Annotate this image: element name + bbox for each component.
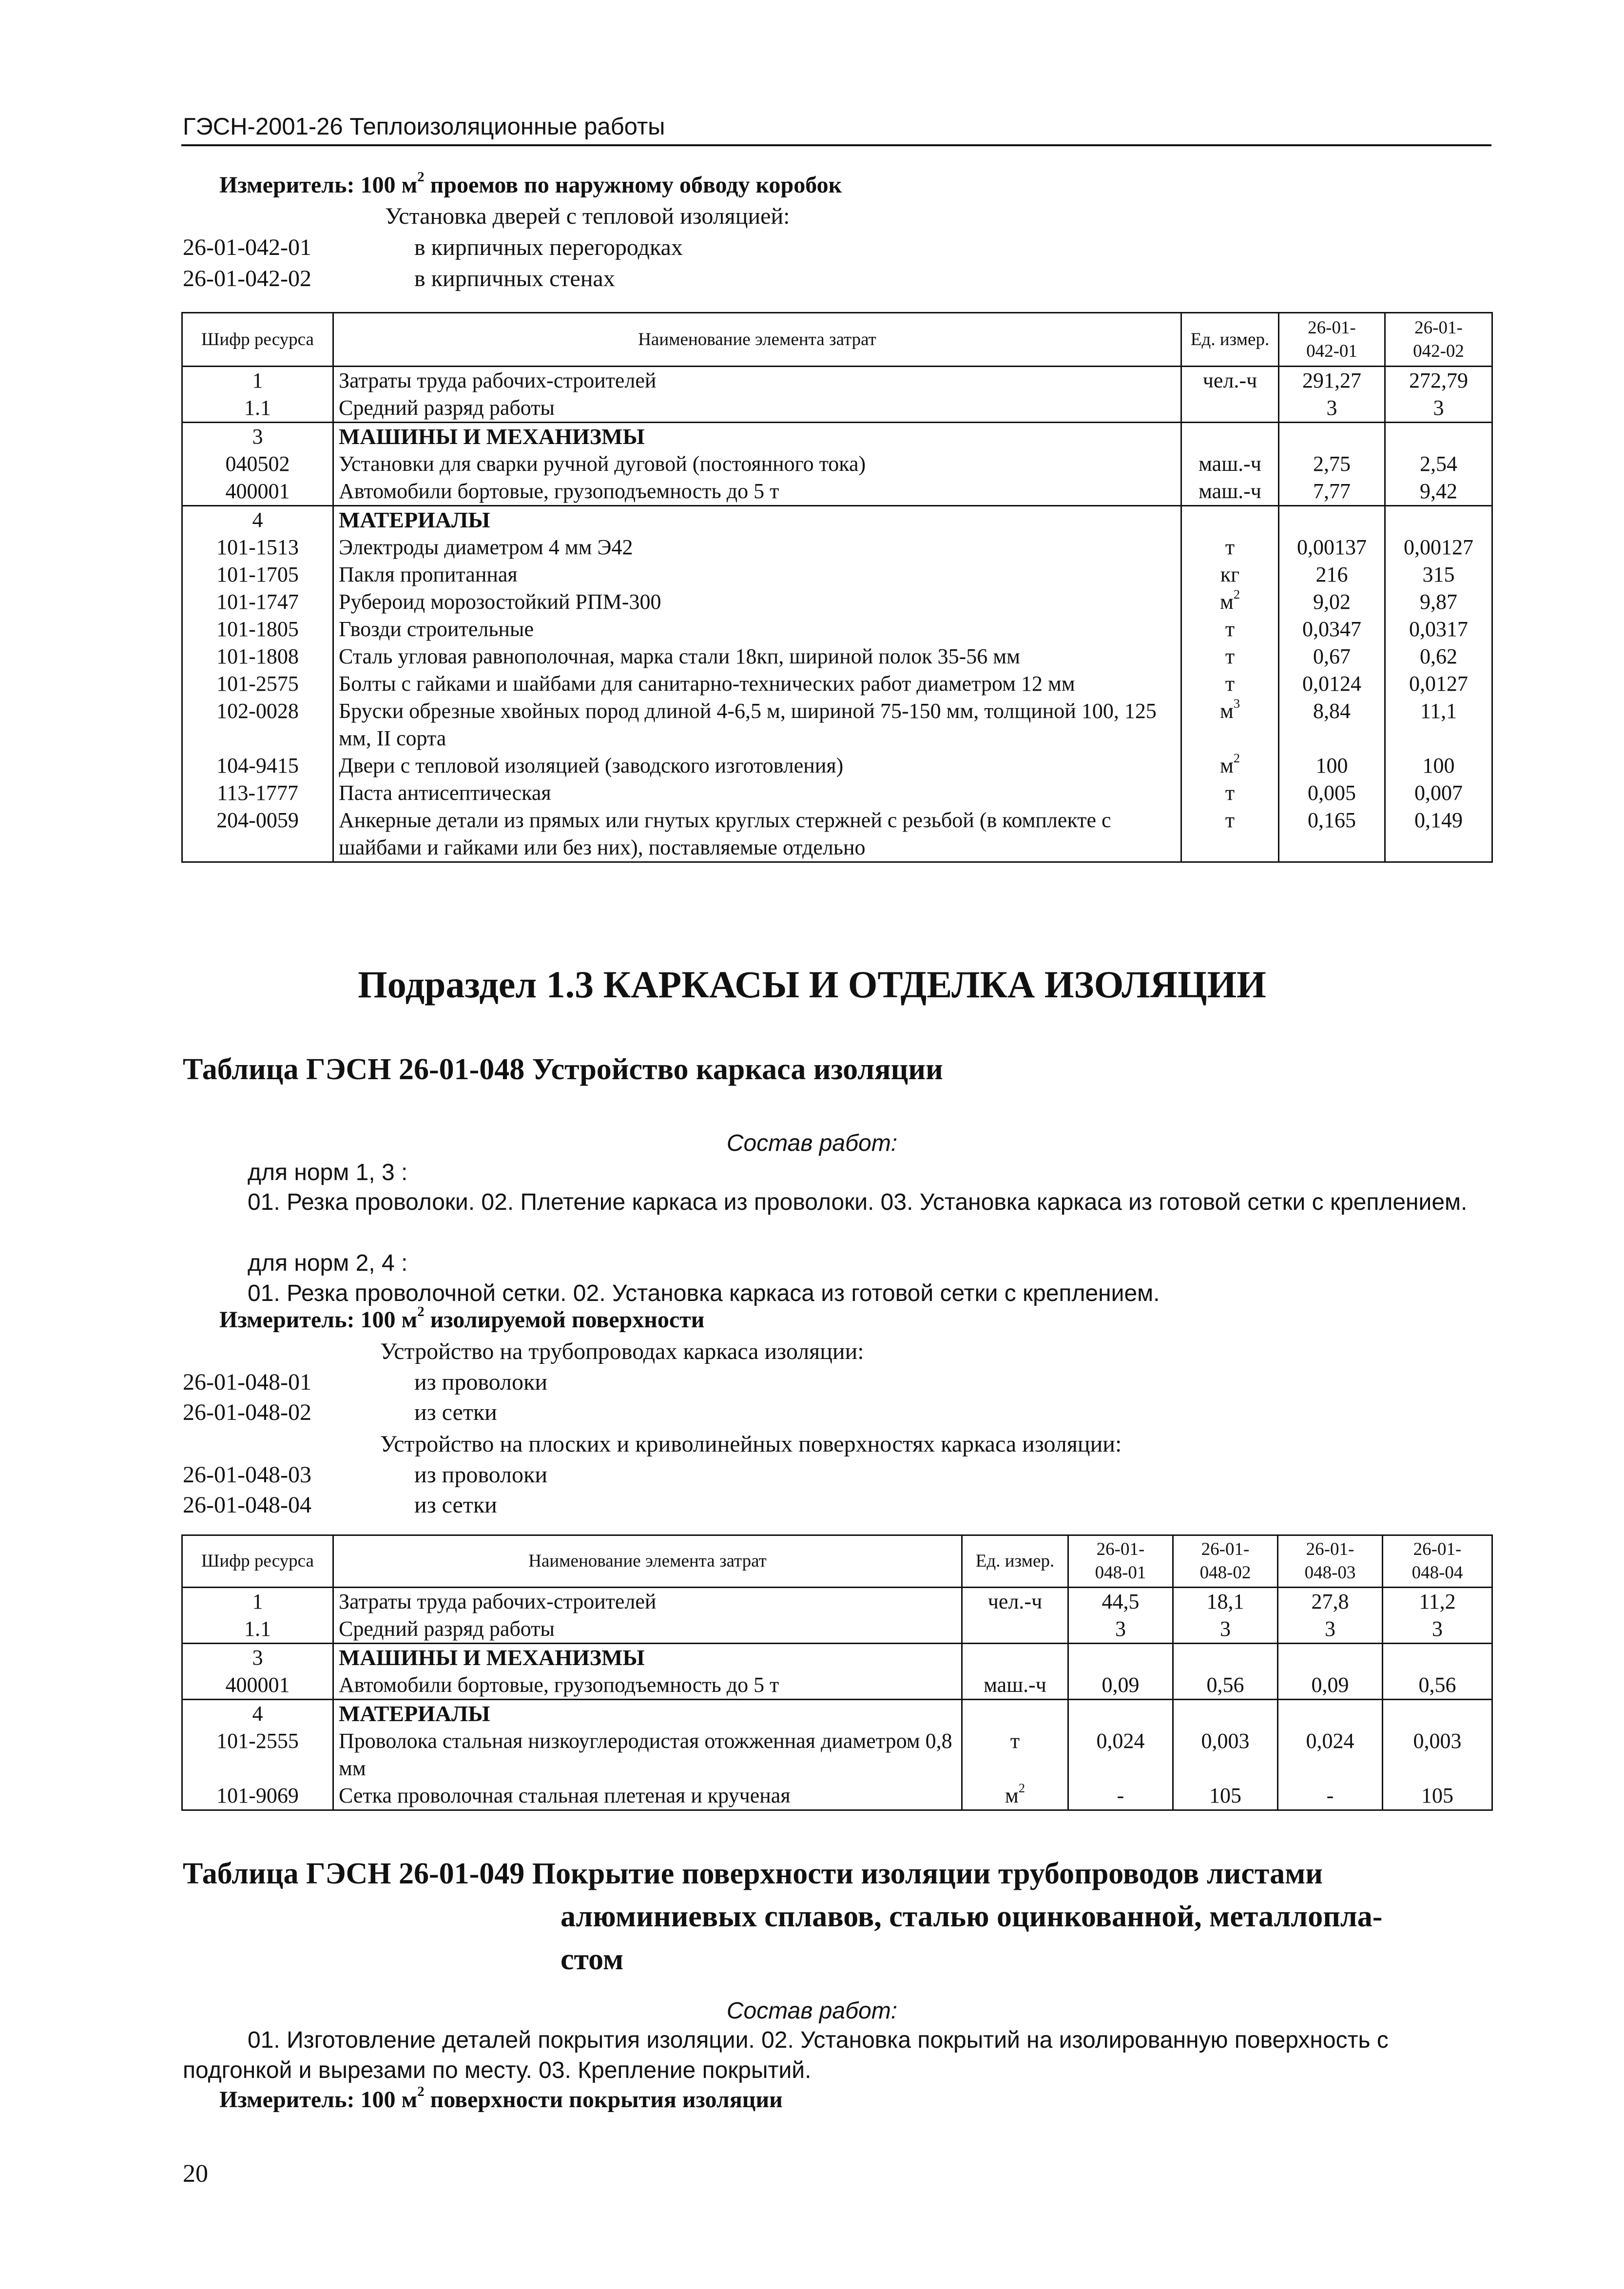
column-header: Ед. измер. xyxy=(1181,313,1279,367)
norm-value: 315 xyxy=(1385,561,1492,588)
table-title-line: стом xyxy=(561,1943,624,1976)
resource-name: Установки для сварки ручной дуговой (постоянного тока) xyxy=(333,450,1181,478)
meter-value: 100 $м^2$ поверхности покрытия изоляции xyxy=(360,2083,783,2113)
norm-value: 3 xyxy=(1279,394,1385,423)
norm-value: 0,024 xyxy=(1068,1727,1173,1782)
table-row xyxy=(182,1588,1492,1616)
norm-value xyxy=(1385,506,1492,534)
norm-value xyxy=(1068,1700,1173,1728)
norm-value xyxy=(1173,1644,1278,1672)
resource-code: 1 xyxy=(182,367,333,395)
norm-value: 18,1 xyxy=(1173,1588,1278,1616)
table-row xyxy=(182,1615,1492,1644)
norm-value xyxy=(1385,423,1492,451)
norm-value: 8,84 xyxy=(1279,698,1385,752)
norm-value: 105 xyxy=(1173,1782,1278,1810)
unit-of-measure xyxy=(1181,423,1279,451)
table-row xyxy=(182,616,1492,643)
norm-value: 0,005 xyxy=(1279,779,1385,807)
resource-name: МАШИНЫ И МЕХАНИЗМЫ xyxy=(333,1644,962,1672)
table-row xyxy=(182,534,1492,561)
resource-name: Болты с гайками и шайбами для санитарно-технических работ диаметром 12 мм xyxy=(333,670,1181,698)
column-header: 26-01- 042-01 xyxy=(1279,313,1385,367)
resource-code: 113-1777 xyxy=(182,779,333,807)
table-row xyxy=(182,450,1492,478)
norm-code: 26-01-042-01 xyxy=(183,234,311,260)
resource-name: Сталь угловая равнополочная, марка стали 18кп, шириной полок 35-56 мм xyxy=(333,643,1181,670)
norm-value: 0,67 xyxy=(1279,643,1385,670)
resource-table-042 xyxy=(181,312,1493,863)
table-row xyxy=(182,1644,1492,1672)
table-row xyxy=(182,670,1492,698)
table-row xyxy=(182,478,1492,506)
resource-code: 3 xyxy=(182,1644,333,1672)
resource-code: 1 xyxy=(182,1588,333,1616)
norm-value: 0,0127 xyxy=(1385,670,1492,698)
norm-value: 100 xyxy=(1385,752,1492,779)
norm-code: 26-01-048-03 xyxy=(183,1462,311,1488)
norm-value: 11,1 xyxy=(1385,698,1492,752)
resource-name: Двери с тепловой изоляцией (заводского изготовления) xyxy=(333,752,1181,779)
meter-line-042 xyxy=(219,169,842,198)
unit-of-measure xyxy=(1181,506,1279,534)
column-header: 26-01- 042-02 xyxy=(1385,313,1492,367)
unit-of-measure xyxy=(962,1615,1068,1644)
norm-value: 0,09 xyxy=(1068,1671,1173,1700)
norm-value: 9,42 xyxy=(1385,478,1492,506)
resource-name: Автомобили бортовые, грузоподъемность до 5 т xyxy=(333,478,1181,506)
unit-of-measure: $м^2$ xyxy=(962,1782,1068,1810)
resource-name: МАТЕРИАЛЫ xyxy=(333,506,1181,534)
norm-value xyxy=(1173,1700,1278,1728)
norm-code: 26-01-048-04 xyxy=(183,1492,311,1518)
column-header: Шифр ресурса xyxy=(182,1535,333,1588)
resource-name: Пакля пропитанная xyxy=(333,561,1181,588)
norm-value: 27,8 xyxy=(1278,1588,1383,1616)
norm-value xyxy=(1383,1700,1492,1728)
norm-value xyxy=(1278,1644,1383,1672)
resource-code: 101-2555 xyxy=(182,1727,333,1782)
table-row xyxy=(182,779,1492,807)
resource-name: Затраты труда рабочих-строителей xyxy=(333,1588,962,1616)
table-row xyxy=(182,1727,1492,1782)
table-row xyxy=(182,394,1492,423)
resource-name: Проволока стальная низкоуглеродистая отожженная диаметром 0,8 мм xyxy=(333,1727,962,1782)
norm-value: 0,56 xyxy=(1173,1671,1278,1700)
resource-name: Автомобили бортовые, грузоподъемность до 5 т xyxy=(333,1671,962,1700)
column-header: Наименование элемента затрат xyxy=(333,1535,962,1588)
norm-value: 0,003 xyxy=(1383,1727,1492,1782)
resource-name: Рубероид морозостойкий РПМ-300 xyxy=(333,588,1181,616)
table-row xyxy=(182,1700,1492,1728)
column-header: 26-01- 048-04 xyxy=(1383,1535,1492,1588)
column-header: 26-01- 048-01 xyxy=(1068,1535,1173,1588)
norm-value: 9,02 xyxy=(1279,588,1385,616)
table-row xyxy=(182,1671,1492,1700)
work-description: 01. Изготовление деталей покрытия изоляции. 02. Установка покрытий на изолированную поверхность с подгонкой и вырезами по месту. 03. Крепление покрытий. xyxy=(183,2027,1389,2083)
meter-value: 100 $м^2$ изолируемой поверхности xyxy=(360,1303,705,1333)
resource-code: 400001 xyxy=(182,478,333,506)
meter-label: Измеритель: xyxy=(219,1307,355,1333)
unit-of-measure xyxy=(1181,394,1279,423)
unit-of-measure: $м^2$ xyxy=(1181,752,1279,779)
resource-name: Сетка проволочная стальная плетеная и крученая xyxy=(333,1782,962,1810)
resource-name: Паста антисептическая xyxy=(333,779,1181,807)
resource-name: Гвозди строительные xyxy=(333,616,1181,643)
work-heading: Состав работ: xyxy=(726,1130,898,1156)
norm-value: 0,0317 xyxy=(1385,616,1492,643)
norm-value: 291,27 xyxy=(1279,367,1385,395)
column-header: Шифр ресурса xyxy=(182,313,333,367)
resource-code: 4 xyxy=(182,506,333,534)
norm-value: 0,165 xyxy=(1279,807,1385,862)
norm-value: 0,024 xyxy=(1278,1727,1383,1782)
resource-name: Анкерные детали из прямых или гнутых круглых стержней с резьбой (в комплекте с шайбами и гайками или без них), поставляемые отдельно xyxy=(333,807,1181,862)
table-row xyxy=(182,561,1492,588)
norm-value: 0,0124 xyxy=(1279,670,1385,698)
resource-code: 1.1 xyxy=(182,1615,333,1644)
unit-of-measure: $м^3$ xyxy=(1181,698,1279,752)
unit-of-measure: т xyxy=(1181,643,1279,670)
table-title-048: Таблица ГЭСН 26-01-048 Устройство каркаса изоляции xyxy=(183,1053,943,1086)
subsection-title: Подраздел 1.3 КАРКАСЫ И ОТДЕЛКА ИЗОЛЯЦИИ xyxy=(358,963,1266,1006)
norm-value: 100 xyxy=(1279,752,1385,779)
table-row xyxy=(182,1782,1492,1810)
resource-code: 400001 xyxy=(182,1671,333,1700)
meter-line-048 xyxy=(219,1303,705,1333)
table-title-049 xyxy=(183,1852,1382,1981)
resource-name: МАТЕРИАЛЫ xyxy=(333,1700,962,1728)
unit-of-measure: чел.-ч xyxy=(962,1588,1068,1616)
norm-value: 0,56 xyxy=(1383,1671,1492,1700)
table-row xyxy=(182,506,1492,534)
meter-line-049 xyxy=(219,2083,783,2113)
unit-of-measure: т xyxy=(962,1727,1068,1782)
norm-value: 3 xyxy=(1278,1615,1383,1644)
column-header: Наименование элемента затрат xyxy=(333,313,1181,367)
norm-value: 3 xyxy=(1383,1615,1492,1644)
norms-label: для норм 2, 4 : xyxy=(248,1250,408,1276)
resource-code: 101-1513 xyxy=(182,534,333,561)
unit-of-measure: кг xyxy=(1181,561,1279,588)
norm-value: 9,87 xyxy=(1385,588,1492,616)
resource-code: 102-0028 xyxy=(182,698,333,752)
unit-of-measure: т xyxy=(1181,670,1279,698)
norm-code: 26-01-048-02 xyxy=(183,1399,311,1425)
norm-value: 216 xyxy=(1279,561,1385,588)
resource-code: 101-1805 xyxy=(182,616,333,643)
norm-value: 3 xyxy=(1173,1615,1278,1644)
unit-of-measure: т xyxy=(1181,534,1279,561)
resource-code: 1.1 xyxy=(182,394,333,423)
norm-value xyxy=(1279,423,1385,451)
norm-text: из проволоки xyxy=(414,1369,547,1395)
resource-code: 4 xyxy=(182,1700,333,1728)
meter-value: 100 $м^2$ проемов по наружному обводу коробок xyxy=(360,169,842,198)
norm-value: 3 xyxy=(1385,394,1492,423)
norm-value: 0,003 xyxy=(1173,1727,1278,1782)
unit-of-measure: $м^2$ xyxy=(1181,588,1279,616)
norm-value: 0,007 xyxy=(1385,779,1492,807)
resource-code: 101-1747 xyxy=(182,588,333,616)
resource-code: 104-9415 xyxy=(182,752,333,779)
column-header: Ед. измер. xyxy=(962,1535,1068,1588)
norm-text: из проволоки xyxy=(414,1462,547,1488)
norm-text: из сетки xyxy=(414,1399,497,1425)
table-row xyxy=(182,423,1492,451)
unit-of-measure: т xyxy=(1181,616,1279,643)
norm-value: 7,77 xyxy=(1279,478,1385,506)
norm-value: 0,62 xyxy=(1385,643,1492,670)
norm-text: в кирпичных перегородках xyxy=(414,234,683,260)
page-number: 20 xyxy=(183,2160,208,2188)
resource-code: 040502 xyxy=(182,450,333,478)
resource-code: 101-1808 xyxy=(182,643,333,670)
norm-value: 0,0347 xyxy=(1279,616,1385,643)
norm-text: в кирпичных стенах xyxy=(414,266,615,291)
norm-value: 0,09 xyxy=(1278,1671,1383,1700)
resource-code: 204-0059 xyxy=(182,807,333,862)
norm-group-intro: Устройство на плоских и криволинейных поверхностях каркаса изоляции: xyxy=(380,1431,1122,1457)
norm-value: 3 xyxy=(1068,1615,1173,1644)
norm-value xyxy=(1278,1700,1383,1728)
norm-value: 0,00127 xyxy=(1385,534,1492,561)
resource-name: Средний разряд работы xyxy=(333,394,1181,423)
norm-group-intro: Установка дверей с тепловой изоляцией: xyxy=(385,203,790,229)
meter-label: Измеритель: xyxy=(219,172,355,198)
unit-of-measure: т xyxy=(1181,807,1279,862)
norm-value xyxy=(1279,506,1385,534)
resource-code: 3 xyxy=(182,423,333,451)
resource-table-048 xyxy=(181,1534,1493,1811)
norm-value: 2,54 xyxy=(1385,450,1492,478)
table-row xyxy=(182,367,1492,395)
norm-value: 0,00137 xyxy=(1279,534,1385,561)
resource-name: МАШИНЫ И МЕХАНИЗМЫ xyxy=(333,423,1181,451)
norm-value: 272,79 xyxy=(1385,367,1492,395)
norm-value: - xyxy=(1068,1782,1173,1810)
unit-of-measure xyxy=(962,1644,1068,1672)
resource-name: Средний разряд работы xyxy=(333,1615,962,1644)
resource-code: 101-1705 xyxy=(182,561,333,588)
unit-of-measure xyxy=(962,1700,1068,1728)
norm-value: - xyxy=(1278,1782,1383,1810)
norm-value xyxy=(1068,1644,1173,1672)
unit-of-measure: маш.-ч xyxy=(1181,450,1279,478)
resource-name: Электроды диаметром 4 мм Э42 xyxy=(333,534,1181,561)
resource-code: 101-9069 xyxy=(182,1782,333,1810)
running-header: ГЭСН-2001-26 Теплоизоляционные работы xyxy=(183,114,665,140)
table-title-line: Таблица ГЭСН 26-01-049 Покрытие поверхности изоляции трубопроводов листами xyxy=(183,1857,1323,1890)
norm-value: 0,149 xyxy=(1385,807,1492,862)
resource-name: Затраты труда рабочих-строителей xyxy=(333,367,1181,395)
work-heading: Состав работ: xyxy=(726,1998,898,2024)
table-row xyxy=(182,588,1492,616)
norm-value: 44,5 xyxy=(1068,1588,1173,1616)
table-row xyxy=(182,752,1492,779)
norm-group-intro: Устройство на трубопроводах каркаса изоляции: xyxy=(380,1338,864,1364)
norm-value xyxy=(1383,1644,1492,1672)
header-rule xyxy=(181,144,1491,146)
norm-code: 26-01-048-01 xyxy=(183,1369,311,1395)
unit-of-measure: чел.-ч xyxy=(1181,367,1279,395)
resource-name: Бруски обрезные хвойных пород длиной 4-6,5 м, шириной 75-150 мм, толщиной 100, 125 мм, II сорта xyxy=(333,698,1181,752)
norm-value: 2,75 xyxy=(1279,450,1385,478)
table-title-line: алюминиевых сплавов, сталью оцинкованной, металлопла- xyxy=(561,1900,1383,1933)
resource-code: 101-2575 xyxy=(182,670,333,698)
norm-text: из сетки xyxy=(414,1492,497,1518)
column-header: 26-01- 048-02 xyxy=(1173,1535,1278,1588)
table-row xyxy=(182,807,1492,862)
work-description: 01. Резка проволоки. 02. Плетение каркаса из проволоки. 03. Установка каркаса из готовой сетки с креплением. xyxy=(248,1189,1468,1215)
unit-of-measure: т xyxy=(1181,779,1279,807)
norms-label: для норм 1, 3 : xyxy=(248,1160,408,1185)
norm-value: 105 xyxy=(1383,1782,1492,1810)
unit-of-measure: маш.-ч xyxy=(962,1671,1068,1700)
norm-value: 11,2 xyxy=(1383,1588,1492,1616)
unit-of-measure: маш.-ч xyxy=(1181,478,1279,506)
table-row xyxy=(182,643,1492,670)
norm-code: 26-01-042-02 xyxy=(183,266,311,291)
table-row xyxy=(182,698,1492,752)
work-description: 01. Резка проволочной сетки. 02. Установка каркаса из готовой сетки с креплением. xyxy=(248,1280,1160,1306)
meter-label: Измеритель: xyxy=(219,2087,355,2113)
column-header: 26-01- 048-03 xyxy=(1278,1535,1383,1588)
